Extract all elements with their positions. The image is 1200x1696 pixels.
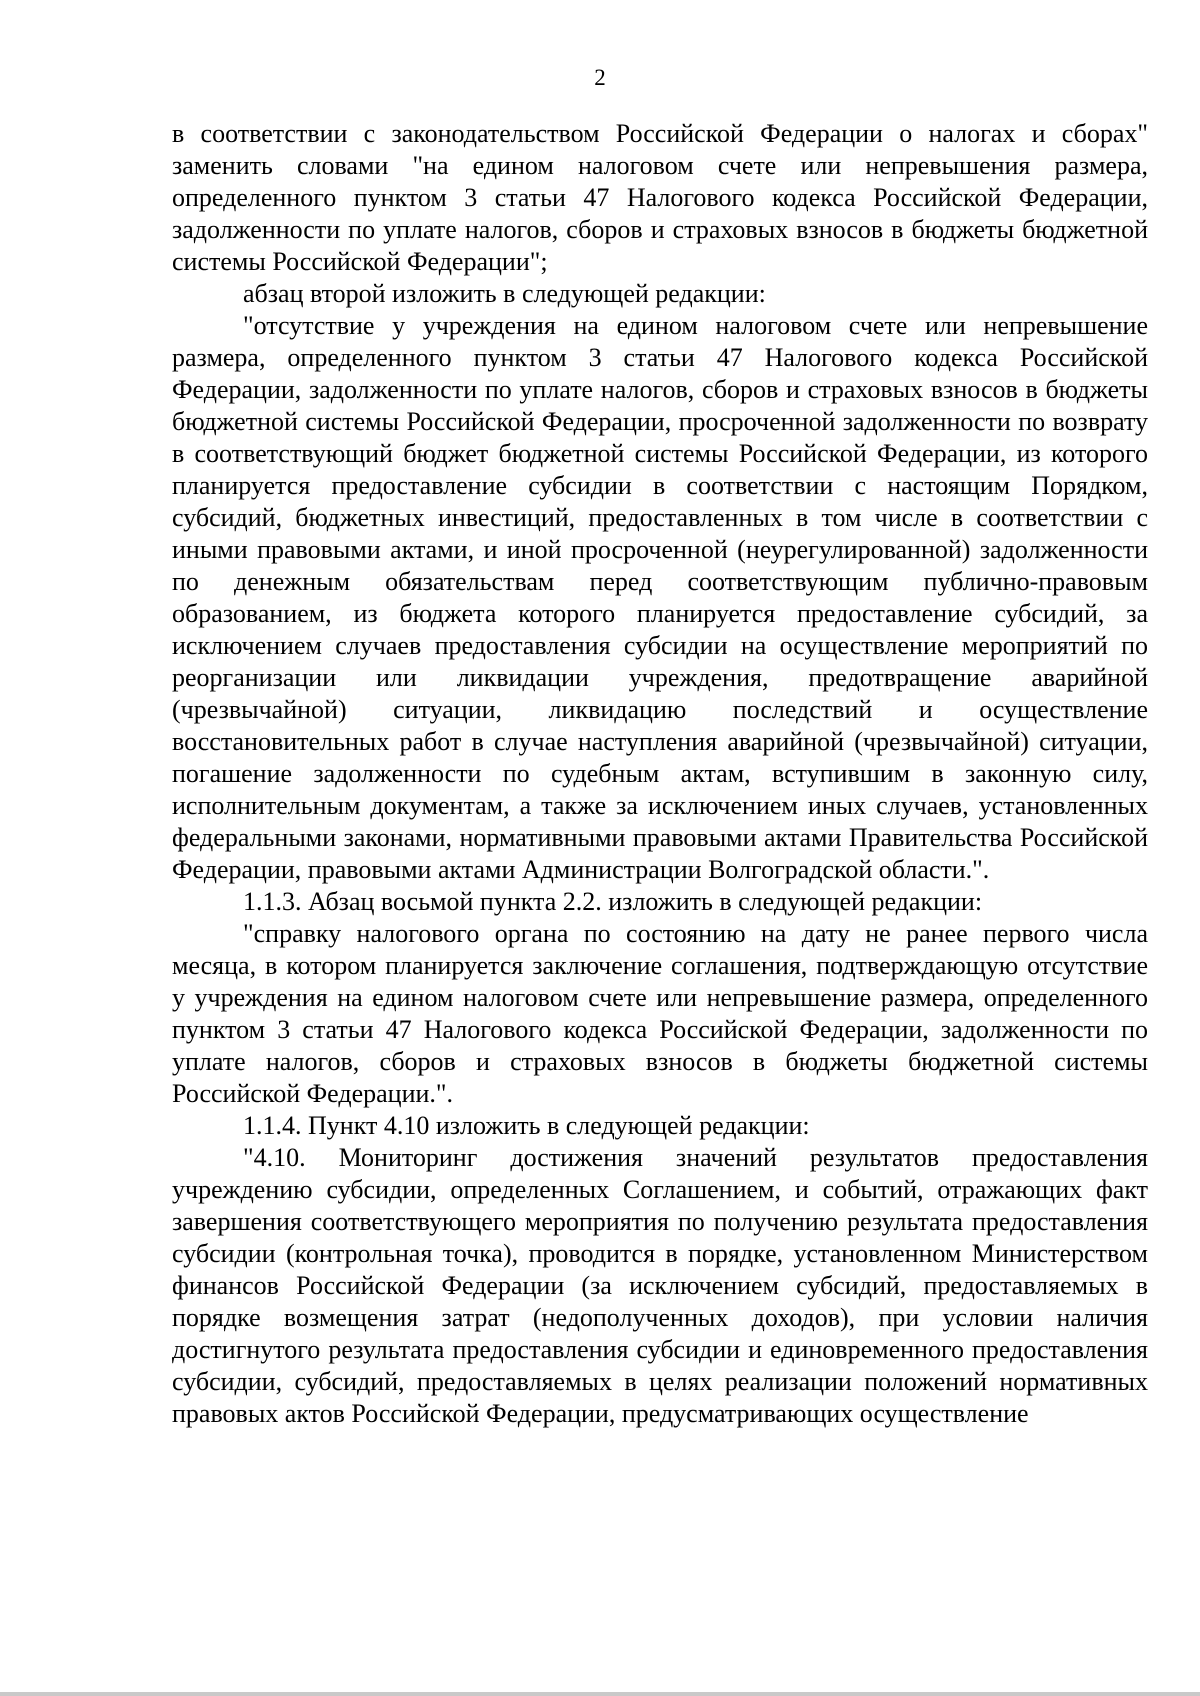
page-number: 2 — [594, 65, 606, 90]
document-body — [172, 118, 1148, 1430]
paragraph: "4.10. Мониторинг достижения значений результатов предоставления учреждению субсидии, определенных Соглашением, и событий, отражающих факт завершения соответствующего мероприятия по получению результата предоставления субсидии (контрольная точка), проводится в порядке, установленном Министерством финансов Российской Федерации (за исключением субсидий, предоставляемых в порядке возмещения затрат (недополученных доходов), при условии наличия достигнутого результата предоставления субсидии и единовременного предоставления субсидии, субсидий, предоставляемых в целях реализации положений нормативных правовых актов Российской Федерации, предусматривающих осуществление — [172, 1143, 1148, 1428]
paragraph: 1.1.4. Пункт 4.10 изложить в следующей редакции: — [243, 1111, 810, 1140]
paragraph: абзац второй изложить в следующей редакции: — [243, 279, 766, 308]
scan-edge-line — [0, 1692, 1200, 1696]
paragraph: "справку налогового органа по состоянию на дату не ранее первого числа месяца, в котором планируется заключение соглашения, подтверждающую отсутствие у учреждения на едином налоговом счете или непревышение размера, определенного пунктом 3 статьи 47 Налогового кодекса Российской Федерации, задолженности по уплате налогов, сборов и страховых взносов в бюджеты бюджетной системы Российской Федерации.". — [172, 919, 1148, 1108]
paragraph: 1.1.3. Абзац восьмой пункта 2.2. изложить в следующей редакции: — [243, 887, 983, 916]
paragraph: "отсутствие у учреждения на едином налоговом счете или непревышение размера, определенного пунктом 3 статьи 47 Налогового кодекса Российской Федерации, задолженности по уплате налогов, сборов и страховых взносов в бюджеты бюджетной системы Российской Федерации, просроченной задолженности по возврату в соответствующий бюджет бюджетной системы Российской Федерации, из которого планируется предоставление субсидии в соответствии с настоящим Порядком, субсидий, бюджетных инвестиций, предоставленных в том числе в соответствии с иными правовыми актами, и иной просроченной (неурегулированной) задолженности по денежным обязательствам перед соответствующим публично-правовым образованием, из бюджета которого планируется предоставление субсидий, за исключением случаев предоставления субсидии на осуществление мероприятий по реорганизации или ликвидации учреждения, предотвращение аварийной (чрезвычайной) ситуации, ликвидацию последствий и осуществление восстановительных работ в случае наступления аварийной (чрезвычайной) ситуации, погашение задолженности по судебным актам, вступившим в законную силу, исполнительным документам, а также за исключением иных случаев, установленных федеральными законами, нормативными правовыми актами Правительства Российской Федерации, правовыми актами Администрации Волгоградской области.". — [172, 311, 1148, 884]
paragraph: в соответствии с законодательством Российской Федерации о налогах и сборах" заменить словами "на едином налоговом счете или непревышения размера, определенного пунктом 3 статьи 47 Налогового кодекса Российской Федерации, задолженности по уплате налогов, сборов и страховых взносов в бюджеты бюджетной системы Российской Федерации"; — [172, 119, 1148, 276]
